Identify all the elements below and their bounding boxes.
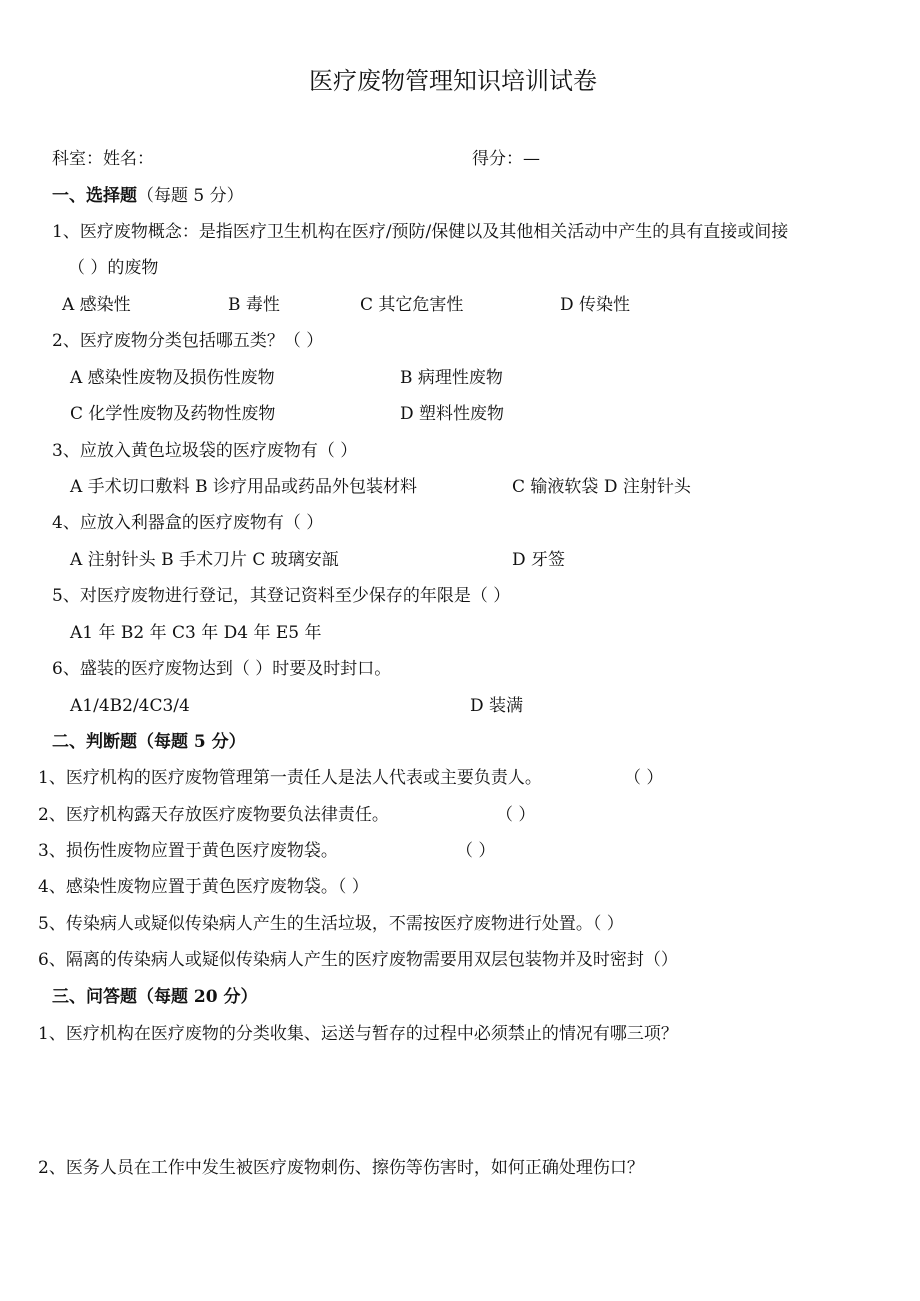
q4-option-abc: A 注射针头 B 手术刀片 C 玻璃安瓿 — [70, 550, 339, 570]
tf-item-3-blank: （ ） — [456, 841, 496, 861]
q5-options: A1 年 B2 年 C3 年 D4 年 E5 年 — [70, 623, 322, 643]
tf-item-6: 6、隔离的传染病人或疑似传染病人产生的医疗废物需要用双层包装物并及时密封（） — [38, 950, 678, 970]
q2-option-b: B 病理性废物 — [400, 368, 503, 388]
q4-option-d: D 牙签 — [512, 550, 566, 570]
tf-item-2-blank: （ ） — [496, 805, 536, 825]
section2-heading: 二、判断题（每题 5 分） — [52, 732, 246, 752]
q1-line2: （ ）的废物 — [68, 258, 159, 278]
tf-item-1-blank: （ ） — [624, 768, 664, 788]
section1-heading-line — [52, 185, 244, 207]
q3-text: 3、应放入黄色垃圾袋的医疗废物有（ ） — [52, 441, 358, 461]
q1-option-c: C 其它危害性 — [360, 295, 464, 315]
q1-option-b: B 毒性 — [228, 295, 280, 315]
section3-heading: 三、问答题（每题 20 分） — [52, 987, 258, 1007]
page-title: 医疗废物管理知识培训试卷 — [309, 67, 597, 95]
q1-line1: 1、医疗废物概念：是指医疗卫生机构在医疗/预防/保健以及其他相关活动中产生的具有直接或间接 — [52, 222, 789, 242]
essay-q1: 1、医疗机构在医疗废物的分类收集、运送与暂存的过程中必须禁止的情况有哪三项？ — [38, 1024, 678, 1044]
tf-item-1: 1、医疗机构的医疗废物管理第一责任人是法人代表或主要负责人。 — [38, 768, 542, 788]
score-label: 得分：— — [472, 149, 540, 169]
q6-text: 6、盛装的医疗废物达到（ ）时要及时封口。 — [52, 659, 392, 679]
q4-text: 4、应放入利器盒的医疗废物有（ ） — [52, 513, 324, 533]
tf-item-2: 2、医疗机构露天存放医疗废物要负法律责任。 — [38, 805, 389, 825]
tf-item-3: 3、损伤性废物应置于黄色医疗废物袋。 — [38, 841, 338, 861]
section1-note: （每题 5 分） — [137, 186, 244, 206]
q6-option-abc: A1/4B2/4C3/4 — [70, 696, 190, 716]
tf-item-4: 4、感染性废物应置于黄色医疗废物袋。（ ） — [38, 877, 369, 897]
q2-option-d: D 塑料性废物 — [400, 404, 505, 424]
q1-option-d: D 传染性 — [560, 295, 631, 315]
section1-heading: 一、选择题 — [52, 186, 137, 206]
q2-text: 2、医疗废物分类包括哪五类？（ ） — [52, 331, 324, 351]
essay-q2: 2、医务人员在工作中发生被医疗废物刺伤、擦伤等伤害时，如何正确处理伤口？ — [38, 1158, 644, 1178]
q1-option-a: A 感染性 — [62, 295, 131, 315]
q2-option-a: A 感染性废物及损伤性废物 — [70, 368, 275, 388]
q5-text: 5、对医疗废物进行登记，其登记资料至少保存的年限是（ ） — [52, 586, 511, 606]
q3-option-cd: C 输液软袋 D 注射针头 — [512, 477, 691, 497]
q6-option-d: D 装满 — [470, 696, 524, 716]
tf-item-5: 5、传染病人或疑似传染病人产生的生活垃圾，不需按医疗废物进行处置。（ ） — [38, 914, 624, 934]
q3-option-ab: A 手术切口敷料 B 诊疗用品或药品外包装材料 — [70, 477, 417, 497]
q2-option-c: C 化学性废物及药物性废物 — [70, 404, 276, 424]
dept-name-label: 科室：姓名： — [52, 149, 154, 169]
